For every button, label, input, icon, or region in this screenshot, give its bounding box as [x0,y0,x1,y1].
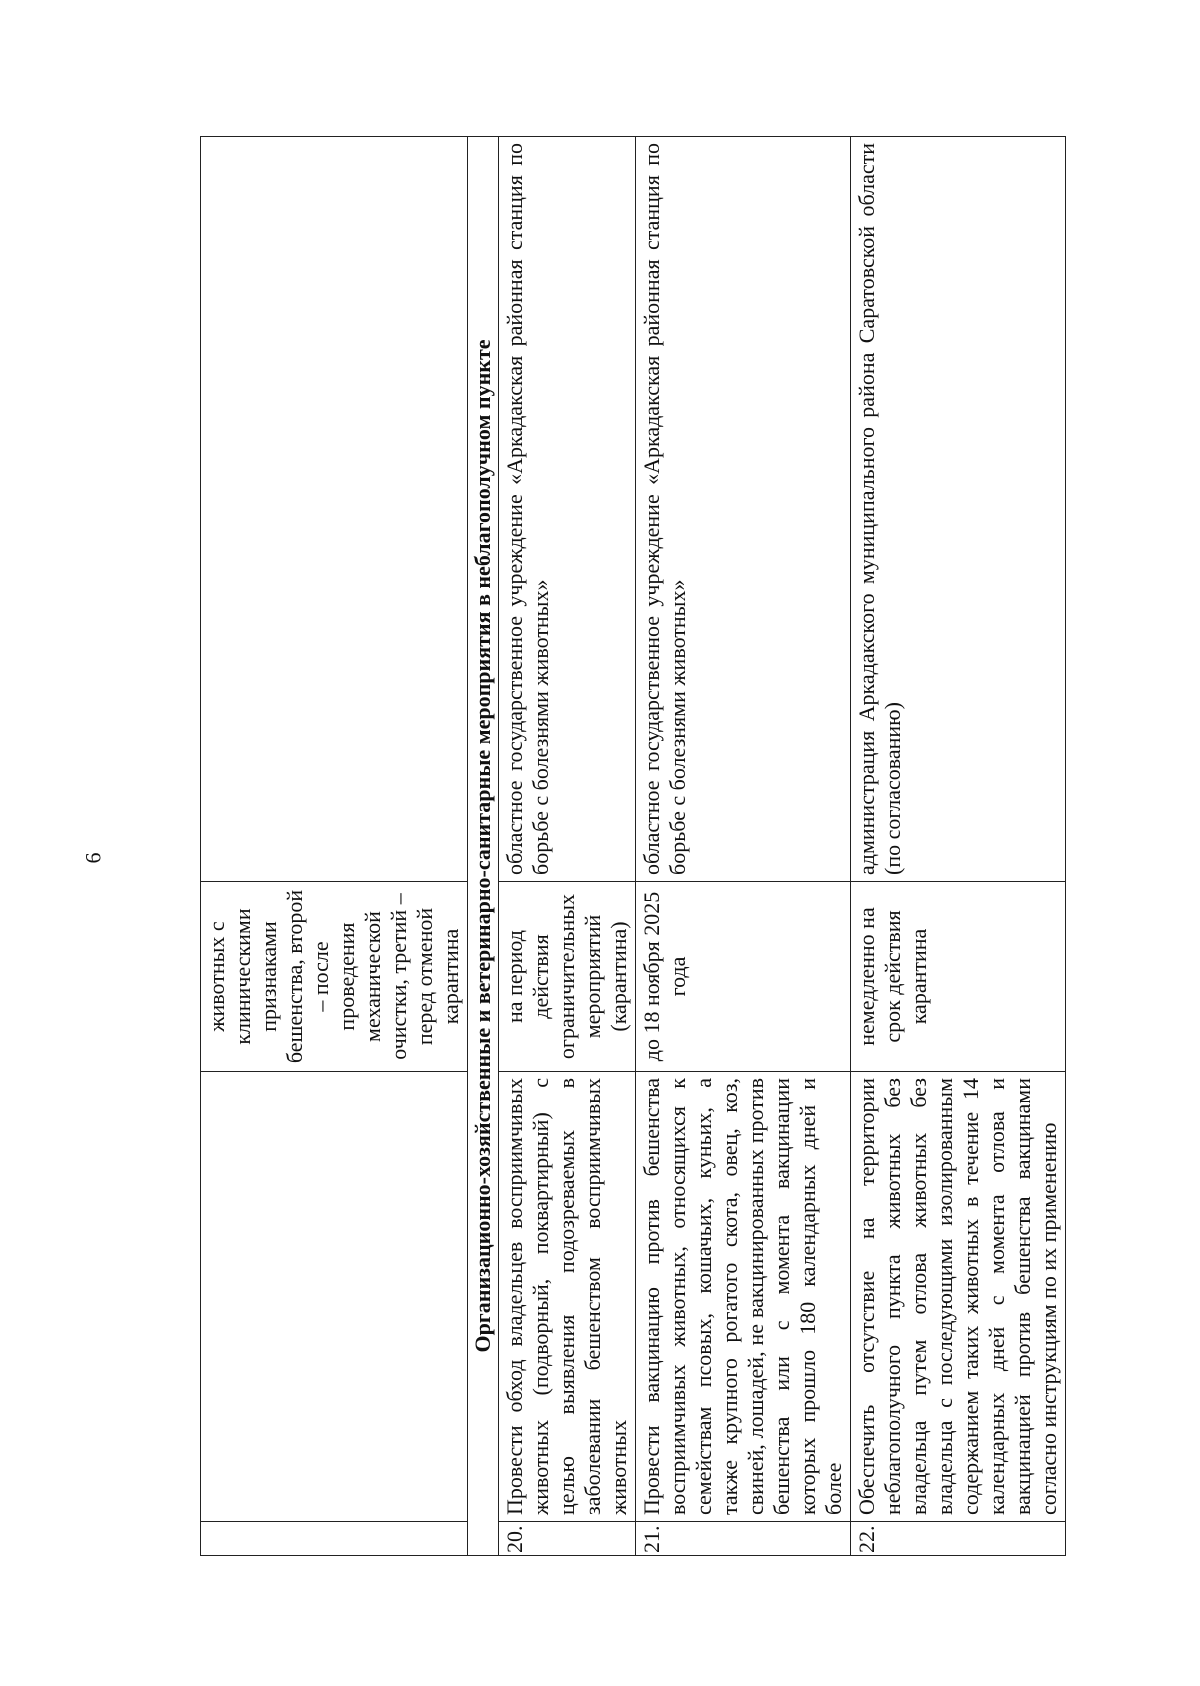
deadline-cell: до 18 ноября 2025 года [636,882,851,1072]
responsible-cell [201,137,468,882]
table-row [636,137,851,1556]
row-number: 21. [636,1522,851,1556]
responsible-cell: администрация Аркадакского муниципального района Саратовской области (по согласованию) [851,137,1066,882]
row-number: 20. [499,1522,636,1556]
section-header-row [468,137,499,1556]
table-row-continuation [201,137,468,1556]
row-number: 22. [851,1522,1066,1556]
page-number: 6 [80,852,106,864]
measure-text: Провести обход владельцев восприимчивых животных (подворный, поквартирный) с целью выявления подозреваемых в заболевании бешенством восприимчивых животных [499,1072,636,1522]
section-title: Организационно-хозяйственные и ветеринарно-санитарные мероприятия в неблагополучном пункте [468,137,499,1556]
measures-table [200,136,1066,1556]
table-row [851,137,1066,1556]
deadline-cell: животных с клиническими признаками бешенства, второй – после проведения механической очистки, третий – перед отменой карантина [201,882,468,1072]
measure-text [201,1072,468,1522]
row-number [201,1522,468,1556]
table-row [499,137,636,1556]
measure-text: Обеспечить отсутствие на территории неблагополучного пункта животных без владельца путем отлова животных без владельца с последующими изолированным содержанием таких животных в течение 14 календарных дней с момента отлова и вакцинацией против бешенства вакцинами согласно инструкциям по их применению [851,1072,1066,1522]
responsible-cell: областное государственное учреждение «Аркадакская районная станция по борьбе с болезнями животных» [499,137,636,882]
deadline-cell: немедленно на срок действия карантина [851,882,1066,1072]
responsible-cell: областное государственное учреждение «Аркадакская районная станция по борьбе с болезнями животных» [636,137,851,882]
measure-text: Провести вакцинацию против бешенства восприимчивых животных, относящихся к семействам псовых, кошачьих, куньих, а также крупного рогатого скота, овец, коз, свиней, лошадей, не вакцинированных против бешенства или с момента вакцинации которых прошло 180 календарных дней и более [636,1072,851,1522]
rotated-page-content [200,136,1061,1556]
deadline-cell: на период действия ограничительных мероприятий (карантина) [499,882,636,1072]
